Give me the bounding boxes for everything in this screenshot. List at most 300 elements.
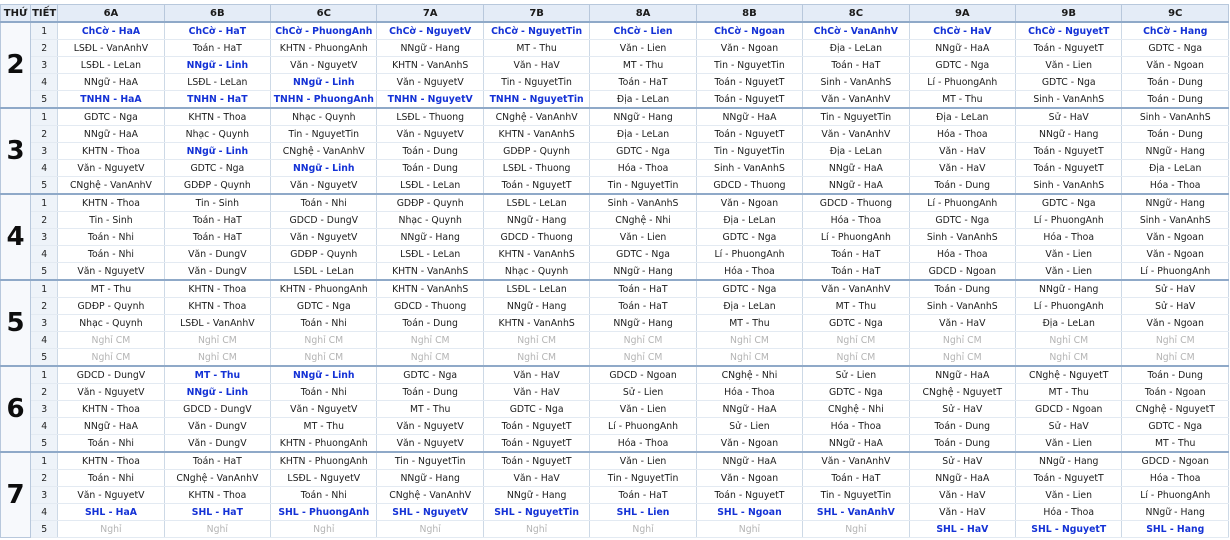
schedule-cell[interactable]: Tin - NguyetTin [803,108,909,126]
schedule-cell[interactable]: Toán - HaT [164,40,270,57]
schedule-cell[interactable]: GDTC - Nga [483,401,589,418]
schedule-cell[interactable]: MT - Thu [909,91,1015,109]
schedule-cell[interactable]: NNgữ - HaA [909,40,1015,57]
class-header[interactable]: 8B [696,5,802,23]
schedule-cell[interactable]: Tin - Sinh [164,194,270,212]
schedule-cell[interactable]: Nghỉ CM [58,349,164,367]
schedule-cell[interactable]: GDTC - Nga [1016,74,1122,91]
class-header[interactable]: 6B [164,5,270,23]
schedule-cell[interactable]: Toán - Dung [377,143,483,160]
schedule-cell[interactable]: Nghỉ CM [58,332,164,349]
schedule-cell[interactable]: Toán - NguyetT [1016,143,1122,160]
schedule-cell[interactable]: GDCD - DungV [164,401,270,418]
schedule-cell[interactable]: Toán - HaT [590,487,696,504]
schedule-cell[interactable]: Sinh - VanAnhS [1016,177,1122,195]
schedule-cell[interactable]: ChCờ - NguyetV [377,22,483,40]
schedule-cell[interactable]: Toán - NguyetT [696,74,802,91]
schedule-cell[interactable]: Văn - Lien [1016,487,1122,504]
schedule-cell[interactable]: Nghỉ CM [377,332,483,349]
schedule-cell[interactable]: Toán - Nhi [58,435,164,453]
schedule-cell[interactable]: Văn - HaV [909,160,1015,177]
schedule-cell[interactable]: Toán - Dung [909,418,1015,435]
schedule-cell[interactable]: Toán - HaT [803,263,909,281]
schedule-cell[interactable]: ChCờ - Hang [1122,22,1229,40]
schedule-cell[interactable]: MT - Thu [1122,435,1229,453]
schedule-cell[interactable]: NNgữ - HaA [803,160,909,177]
schedule-cell[interactable]: Toán - NguyetT [1016,470,1122,487]
schedule-cell[interactable]: Toán - Dung [1122,126,1229,143]
schedule-cell[interactable]: Văn - NguyetV [271,229,377,246]
schedule-cell[interactable]: Văn - HaV [909,315,1015,332]
schedule-cell[interactable]: Nhạc - Quynh [377,212,483,229]
schedule-cell[interactable]: Toán - NguyetT [483,435,589,453]
schedule-cell[interactable]: LSĐL - LeLan [377,177,483,195]
schedule-cell[interactable]: Nghỉ CM [271,332,377,349]
schedule-cell[interactable]: Toán - Nhi [271,315,377,332]
schedule-cell[interactable]: Lí - PhuongAnh [1016,298,1122,315]
schedule-cell[interactable]: Văn - Ngoan [1122,315,1229,332]
schedule-cell[interactable]: SHL - HaT [164,504,270,521]
schedule-cell[interactable]: LSĐL - LeLan [377,246,483,263]
schedule-cell[interactable]: Nghỉ CM [271,349,377,367]
schedule-cell[interactable]: Sử - Lien [590,384,696,401]
schedule-cell[interactable]: CNghệ - Nhi [696,366,802,384]
schedule-cell[interactable]: Văn - NguyetV [271,57,377,74]
schedule-cell[interactable]: Nghỉ CM [1122,332,1229,349]
schedule-cell[interactable]: GDTC - Nga [803,315,909,332]
schedule-cell[interactable]: Văn - NguyetV [377,435,483,453]
schedule-cell[interactable]: NNgữ - Linh [271,74,377,91]
schedule-cell[interactable]: Tin - NguyetTin [271,126,377,143]
schedule-cell[interactable]: GDCD - Ngoan [1122,452,1229,470]
schedule-cell[interactable]: Toán - NguyetT [483,452,589,470]
schedule-cell[interactable]: Văn - Lien [1016,57,1122,74]
schedule-cell[interactable]: CNghệ - VanAnhV [58,177,164,195]
schedule-cell[interactable]: NNgữ - HaA [803,177,909,195]
schedule-cell[interactable]: Toán - NguyetT [483,418,589,435]
schedule-cell[interactable]: Văn - Lien [590,40,696,57]
schedule-cell[interactable]: SHL - HaV [909,521,1015,538]
class-header[interactable]: 9B [1016,5,1122,23]
schedule-cell[interactable]: CNghệ - VanAnhV [377,487,483,504]
schedule-cell[interactable]: GDTC - Nga [909,212,1015,229]
schedule-cell[interactable]: Toán - NguyetT [696,91,802,109]
schedule-cell[interactable]: NNgữ - Hang [1016,280,1122,298]
schedule-cell[interactable]: Văn - NguyetV [377,418,483,435]
schedule-cell[interactable]: Văn - HaV [909,487,1015,504]
schedule-cell[interactable]: ChCờ - HaT [164,22,270,40]
schedule-cell[interactable]: Sử - HaV [1016,418,1122,435]
schedule-cell[interactable]: Toán - Dung [1122,366,1229,384]
schedule-cell[interactable]: GDĐP - Quynh [271,246,377,263]
schedule-cell[interactable]: Tin - NguyetTin [377,452,483,470]
schedule-cell[interactable]: Văn - Lien [1016,435,1122,453]
schedule-cell[interactable]: Văn - HaV [483,57,589,74]
schedule-cell[interactable]: GDCD - Thuong [483,229,589,246]
schedule-cell[interactable]: Văn - NguyetV [58,384,164,401]
schedule-cell[interactable]: GDĐP - Quynh [58,298,164,315]
schedule-cell[interactable]: KHTN - Thoa [58,194,164,212]
schedule-cell[interactable]: Văn - Ngoan [696,435,802,453]
schedule-cell[interactable]: GDCD - DungV [271,212,377,229]
schedule-cell[interactable]: GDĐP - Quynh [483,143,589,160]
schedule-cell[interactable]: Sinh - VanAnhS [909,298,1015,315]
schedule-cell[interactable]: Văn - VanAnhV [803,126,909,143]
schedule-cell[interactable]: ChCờ - HaA [58,22,164,40]
schedule-cell[interactable]: Sử - HaV [1122,280,1229,298]
schedule-cell[interactable]: Nhạc - Quynh [58,315,164,332]
schedule-cell[interactable]: Văn - HaV [483,470,589,487]
schedule-cell[interactable]: Địa - LeLan [590,91,696,109]
schedule-cell[interactable]: Nghỉ [271,521,377,538]
class-header[interactable]: 8A [590,5,696,23]
schedule-cell[interactable]: KHTN - VanAnhS [377,57,483,74]
schedule-cell[interactable]: GDCD - Ngoan [1016,401,1122,418]
schedule-cell[interactable]: KHTN - Thoa [164,108,270,126]
schedule-cell[interactable]: GDTC - Nga [590,246,696,263]
schedule-cell[interactable]: GDTC - Nga [271,298,377,315]
schedule-cell[interactable]: Văn - Lien [1016,246,1122,263]
schedule-cell[interactable]: Toán - HaT [590,280,696,298]
schedule-cell[interactable]: Địa - LeLan [590,126,696,143]
schedule-cell[interactable]: NNgữ - HaA [58,126,164,143]
schedule-cell[interactable]: NNgữ - Hang [377,470,483,487]
schedule-cell[interactable]: MT - Thu [696,315,802,332]
schedule-cell[interactable]: GDTC - Nga [1122,40,1229,57]
schedule-cell[interactable]: Lí - PhuongAnh [909,194,1015,212]
schedule-cell[interactable]: Toán - Nhi [271,487,377,504]
schedule-cell[interactable]: Văn - Ngoan [696,194,802,212]
schedule-cell[interactable]: Toán - Dung [1122,91,1229,109]
schedule-cell[interactable]: CNghệ - NguyetT [1122,401,1229,418]
schedule-cell[interactable]: KHTN - PhuongAnh [271,280,377,298]
schedule-cell[interactable]: NNgữ - Hang [483,298,589,315]
schedule-cell[interactable]: MT - Thu [271,418,377,435]
schedule-cell[interactable]: NNgữ - Hang [1122,194,1229,212]
schedule-cell[interactable]: Sinh - VanAnhS [803,74,909,91]
schedule-cell[interactable]: NNgữ - HaA [58,74,164,91]
schedule-cell[interactable]: MT - Thu [377,401,483,418]
schedule-cell[interactable]: Toán - HaT [803,470,909,487]
schedule-cell[interactable]: Lí - PhuongAnh [696,246,802,263]
schedule-cell[interactable]: Toán - Dung [909,177,1015,195]
class-header[interactable]: 9C [1122,5,1229,23]
schedule-cell[interactable]: Hóa - Thoa [1122,470,1229,487]
schedule-cell[interactable]: KHTN - Thoa [58,401,164,418]
schedule-cell[interactable]: SHL - HaA [58,504,164,521]
schedule-cell[interactable]: Hóa - Thoa [590,435,696,453]
schedule-cell[interactable]: Nghỉ CM [164,332,270,349]
schedule-cell[interactable]: LSĐL - LeLan [483,194,589,212]
schedule-cell[interactable]: KHTN - Thoa [164,487,270,504]
schedule-cell[interactable]: CNghệ - Nhi [590,212,696,229]
schedule-cell[interactable]: TNHN - HaA [58,91,164,109]
schedule-cell[interactable]: ChCờ - NguyetT [1016,22,1122,40]
schedule-cell[interactable]: KHTN - VanAnhS [377,280,483,298]
schedule-cell[interactable]: Sử - HaV [909,401,1015,418]
schedule-cell[interactable]: Nghỉ CM [483,332,589,349]
schedule-cell[interactable]: Nghỉ CM [909,349,1015,367]
schedule-cell[interactable]: Nghỉ CM [377,349,483,367]
schedule-cell[interactable]: NNgữ - HaA [803,435,909,453]
schedule-cell[interactable]: Toán - Nhi [58,470,164,487]
schedule-cell[interactable]: NNgữ - HaA [696,452,802,470]
schedule-cell[interactable]: Toán - NguyetT [483,177,589,195]
schedule-cell[interactable]: Toán - HaT [164,212,270,229]
schedule-cell[interactable]: Văn - NguyetV [58,160,164,177]
schedule-cell[interactable]: Địa - LeLan [696,298,802,315]
schedule-cell[interactable]: Nghỉ [483,521,589,538]
schedule-cell[interactable]: Nghỉ [696,521,802,538]
schedule-cell[interactable]: NNgữ - Hang [377,40,483,57]
schedule-cell[interactable]: Văn - NguyetV [271,401,377,418]
schedule-cell[interactable]: Địa - LeLan [909,108,1015,126]
schedule-cell[interactable]: Lí - PhuongAnh [1122,487,1229,504]
schedule-cell[interactable]: ChCờ - Lien [590,22,696,40]
schedule-cell[interactable]: SHL - NguyetT [1016,521,1122,538]
schedule-cell[interactable]: ChCờ - PhuongAnh [271,22,377,40]
schedule-cell[interactable]: Sử - Lien [696,418,802,435]
schedule-cell[interactable]: NNgữ - Hang [590,263,696,281]
schedule-cell[interactable]: Tin - NguyetTin [590,177,696,195]
class-header[interactable]: 8C [803,5,909,23]
schedule-cell[interactable]: TNHN - NguyetV [377,91,483,109]
schedule-cell[interactable]: LSĐL - VanAnhV [58,40,164,57]
schedule-cell[interactable]: Tin - NguyetTin [590,470,696,487]
schedule-cell[interactable]: ChCờ - NguyetTin [483,22,589,40]
schedule-cell[interactable]: Văn - VanAnhV [803,280,909,298]
schedule-cell[interactable]: Toán - Dung [377,384,483,401]
schedule-cell[interactable]: KHTN - Thoa [58,452,164,470]
schedule-cell[interactable]: Toán - HaT [803,246,909,263]
schedule-cell[interactable]: Văn - Ngoan [1122,229,1229,246]
schedule-cell[interactable]: Hóa - Thoa [909,246,1015,263]
schedule-cell[interactable]: SHL - VanAnhV [803,504,909,521]
class-header[interactable]: 7B [483,5,589,23]
schedule-cell[interactable]: SHL - Lien [590,504,696,521]
schedule-cell[interactable]: TNHN - NguyetTin [483,91,589,109]
schedule-cell[interactable]: Sinh - VanAnhS [696,160,802,177]
schedule-cell[interactable]: NNgữ - Hang [483,212,589,229]
schedule-cell[interactable]: Địa - LeLan [1122,160,1229,177]
schedule-cell[interactable]: Văn - Lien [590,229,696,246]
schedule-cell[interactable]: NNgữ - Linh [164,384,270,401]
schedule-cell[interactable]: Nghỉ CM [1016,349,1122,367]
schedule-cell[interactable]: Hóa - Thoa [803,418,909,435]
schedule-cell[interactable]: GDTC - Nga [164,160,270,177]
schedule-cell[interactable]: KHTN - Thoa [58,143,164,160]
schedule-cell[interactable]: Toán - Nhi [271,384,377,401]
schedule-cell[interactable]: Nghỉ [803,521,909,538]
schedule-cell[interactable]: Văn - DungV [164,418,270,435]
schedule-cell[interactable]: NNgữ - Hang [483,487,589,504]
schedule-cell[interactable]: NNgữ - HaA [909,366,1015,384]
schedule-cell[interactable]: Nghỉ CM [483,349,589,367]
schedule-cell[interactable]: Tin - NguyetTin [803,487,909,504]
schedule-cell[interactable]: LSĐL - LeLan [58,57,164,74]
schedule-cell[interactable]: Địa - LeLan [1016,315,1122,332]
schedule-cell[interactable]: LSĐL - VanAnhV [164,315,270,332]
schedule-cell[interactable]: ChCờ - VanAnhV [803,22,909,40]
schedule-cell[interactable]: GDTC - Nga [696,229,802,246]
schedule-cell[interactable]: MT - Thu [164,366,270,384]
schedule-cell[interactable]: Văn - VanAnhV [803,91,909,109]
schedule-cell[interactable]: GDCD - Ngoan [909,263,1015,281]
schedule-cell[interactable]: Toán - Dung [377,160,483,177]
schedule-cell[interactable]: KHTN - VanAnhS [483,126,589,143]
schedule-cell[interactable]: KHTN - VanAnhS [483,315,589,332]
schedule-cell[interactable]: Hóa - Thoa [1122,177,1229,195]
schedule-cell[interactable]: Nhạc - Quynh [271,108,377,126]
schedule-cell[interactable]: NNgữ - Hang [1122,143,1229,160]
schedule-cell[interactable]: Lí - PhuongAnh [803,229,909,246]
schedule-cell[interactable]: Sinh - VanAnhS [1122,212,1229,229]
schedule-cell[interactable]: Hóa - Thoa [590,160,696,177]
schedule-cell[interactable]: Hóa - Thoa [696,263,802,281]
schedule-cell[interactable]: SHL - Ngoan [696,504,802,521]
schedule-cell[interactable]: Văn - HaV [909,143,1015,160]
schedule-cell[interactable]: Toán - NguyetT [1016,40,1122,57]
schedule-cell[interactable]: Nghỉ CM [696,349,802,367]
schedule-cell[interactable]: MT - Thu [483,40,589,57]
schedule-cell[interactable]: Nghỉ CM [164,349,270,367]
schedule-cell[interactable]: Nghỉ [164,521,270,538]
schedule-cell[interactable]: Sinh - VanAnhS [1016,91,1122,109]
schedule-cell[interactable]: Nghỉ CM [1122,349,1229,367]
schedule-cell[interactable]: Toán - Dung [909,280,1015,298]
schedule-cell[interactable]: Hóa - Thoa [1016,229,1122,246]
schedule-cell[interactable]: Địa - LeLan [696,212,802,229]
schedule-cell[interactable]: KHTN - Thoa [164,298,270,315]
schedule-cell[interactable]: SHL - Hang [1122,521,1229,538]
schedule-cell[interactable]: Toán - Nhi [58,246,164,263]
schedule-cell[interactable]: Hóa - Thoa [1016,504,1122,521]
schedule-cell[interactable]: Tin - Sinh [58,212,164,229]
schedule-cell[interactable]: Văn - NguyetV [58,263,164,281]
schedule-cell[interactable]: Toán - Nhi [271,194,377,212]
schedule-cell[interactable]: LSĐL - NguyetV [271,470,377,487]
schedule-cell[interactable]: Toán - NguyetT [1016,160,1122,177]
schedule-cell[interactable]: Toán - Dung [1122,74,1229,91]
schedule-cell[interactable]: Nghỉ CM [909,332,1015,349]
schedule-cell[interactable]: NNgữ - Linh [271,160,377,177]
schedule-cell[interactable]: MT - Thu [590,57,696,74]
schedule-cell[interactable]: Địa - LeLan [803,40,909,57]
schedule-cell[interactable]: Toán - Ngoan [1122,384,1229,401]
schedule-cell[interactable]: GDCD - Thuong [377,298,483,315]
schedule-cell[interactable]: Toán - HaT [164,229,270,246]
schedule-cell[interactable]: MT - Thu [1016,384,1122,401]
class-header[interactable]: 6C [271,5,377,23]
schedule-cell[interactable]: GDTC - Nga [58,108,164,126]
schedule-cell[interactable]: LSĐL - Thuong [377,108,483,126]
schedule-cell[interactable]: GDTC - Nga [909,57,1015,74]
schedule-cell[interactable]: GDCD - Thuong [696,177,802,195]
schedule-cell[interactable]: Sử - HaV [1122,298,1229,315]
schedule-cell[interactable]: Văn - DungV [164,435,270,453]
schedule-cell[interactable]: Sử - HaV [1016,108,1122,126]
schedule-cell[interactable]: Văn - DungV [164,263,270,281]
schedule-cell[interactable]: NNgữ - HaA [696,401,802,418]
schedule-cell[interactable]: KHTN - VanAnhS [377,263,483,281]
class-header[interactable]: 6A [58,5,164,23]
schedule-cell[interactable]: MT - Thu [803,298,909,315]
schedule-cell[interactable]: Nghỉ CM [803,349,909,367]
day-column-header[interactable]: THỨ [1,5,31,23]
schedule-cell[interactable]: Văn - NguyetV [377,126,483,143]
schedule-cell[interactable]: Sinh - VanAnhS [1122,108,1229,126]
schedule-cell[interactable]: Văn - Ngoan [696,470,802,487]
class-header[interactable]: 7A [377,5,483,23]
schedule-cell[interactable]: CNghệ - VanAnhV [271,143,377,160]
schedule-cell[interactable]: Sinh - VanAnhS [909,229,1015,246]
schedule-cell[interactable]: ChCờ - Ngoan [696,22,802,40]
schedule-cell[interactable]: Lí - PhuongAnh [1122,263,1229,281]
schedule-cell[interactable]: NNgữ - Hang [1016,452,1122,470]
schedule-cell[interactable]: Nghỉ CM [696,332,802,349]
schedule-cell[interactable]: NNgữ - Hang [1016,126,1122,143]
schedule-cell[interactable]: CNghệ - VanAnhV [164,470,270,487]
period-column-header[interactable]: TIẾT [31,5,58,23]
schedule-cell[interactable]: NNgữ - Linh [164,143,270,160]
schedule-cell[interactable]: TNHN - PhuongAnh [271,91,377,109]
schedule-cell[interactable]: Văn - DungV [164,246,270,263]
schedule-cell[interactable]: Hóa - Thoa [909,126,1015,143]
schedule-cell[interactable]: Văn - NguyetV [377,74,483,91]
schedule-cell[interactable]: GDTC - Nga [803,384,909,401]
schedule-cell[interactable]: Toán - Dung [377,315,483,332]
schedule-cell[interactable]: Lí - PhuongAnh [909,74,1015,91]
schedule-cell[interactable]: GDĐP - Quynh [377,194,483,212]
schedule-cell[interactable]: Sinh - VanAnhS [590,194,696,212]
schedule-cell[interactable]: CNghệ - NguyetT [909,384,1015,401]
schedule-cell[interactable]: GDTC - Nga [696,280,802,298]
schedule-cell[interactable]: Văn - HaV [909,504,1015,521]
schedule-cell[interactable]: Lí - PhuongAnh [1016,212,1122,229]
schedule-cell[interactable]: Văn - HaV [483,366,589,384]
schedule-cell[interactable]: Toán - HaT [590,298,696,315]
schedule-cell[interactable]: KHTN - VanAnhS [483,246,589,263]
schedule-cell[interactable]: NNgữ - Hang [590,315,696,332]
schedule-cell[interactable]: Nghỉ CM [803,332,909,349]
schedule-cell[interactable]: Nhạc - Quynh [164,126,270,143]
schedule-cell[interactable]: Văn - NguyetV [271,177,377,195]
schedule-cell[interactable]: Nghỉ CM [590,332,696,349]
schedule-cell[interactable]: Nghỉ CM [1016,332,1122,349]
schedule-cell[interactable]: Văn - Ngoan [1122,246,1229,263]
schedule-cell[interactable]: Văn - Ngoan [1122,57,1229,74]
schedule-cell[interactable]: LSĐL - Thuong [483,160,589,177]
schedule-cell[interactable]: GDTC - Nga [1016,194,1122,212]
schedule-cell[interactable]: GDCD - Ngoan [590,366,696,384]
schedule-cell[interactable]: Sử - Lien [803,366,909,384]
class-header[interactable]: 9A [909,5,1015,23]
schedule-cell[interactable]: Tin - NguyetTin [483,74,589,91]
schedule-cell[interactable]: Văn - Ngoan [696,40,802,57]
schedule-cell[interactable]: Hóa - Thoa [803,212,909,229]
schedule-cell[interactable]: ChCờ - HaV [909,22,1015,40]
schedule-cell[interactable]: Lí - PhuongAnh [590,418,696,435]
schedule-cell[interactable]: NNgữ - Linh [164,57,270,74]
schedule-cell[interactable]: Sử - HaV [909,452,1015,470]
schedule-cell[interactable]: Văn - Lien [590,401,696,418]
schedule-cell[interactable]: KHTN - PhuongAnh [271,452,377,470]
schedule-cell[interactable]: Văn - Lien [590,452,696,470]
schedule-cell[interactable]: CNghệ - Nhi [803,401,909,418]
schedule-cell[interactable]: GDCD - DungV [58,366,164,384]
schedule-cell[interactable]: KHTN - PhuongAnh [271,40,377,57]
schedule-cell[interactable]: Toán - Dung [909,435,1015,453]
